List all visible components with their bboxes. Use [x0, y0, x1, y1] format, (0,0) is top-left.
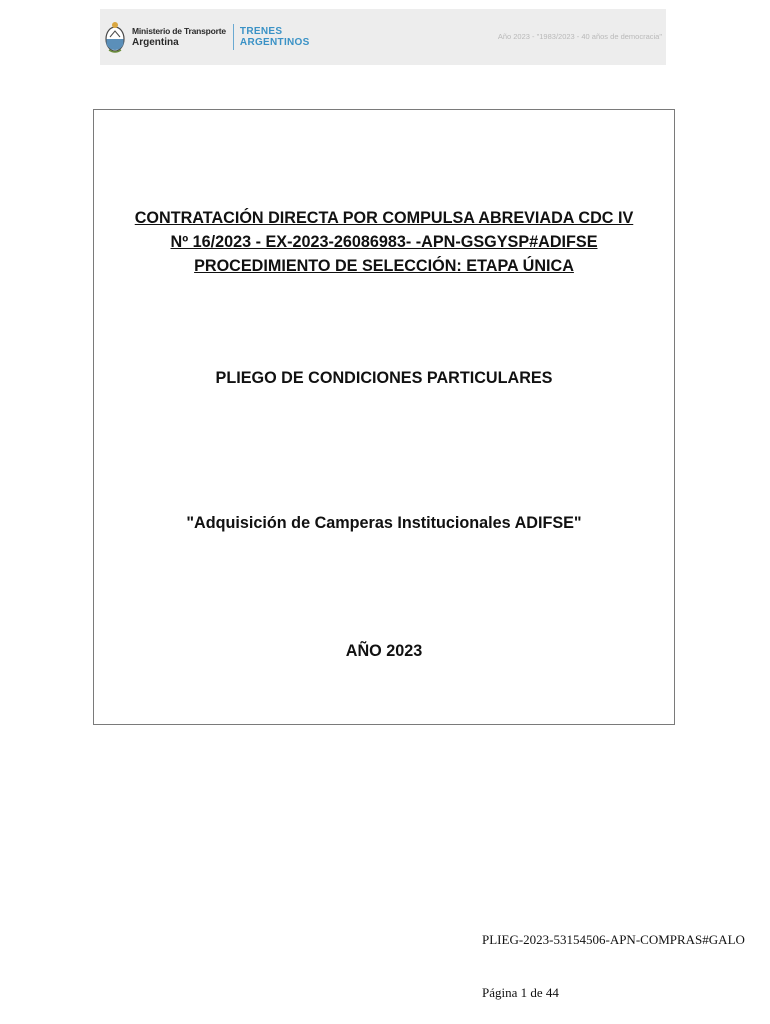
title-line-2: Nº 16/2023 - EX-2023-26086983- -APN-GSGYSP#ADIFSE — [170, 233, 598, 251]
coat-of-arms-icon — [104, 20, 126, 54]
cover-frame — [93, 109, 675, 725]
ministry-logo — [104, 15, 310, 59]
ministry-line-2: Argentina — [132, 37, 179, 48]
procedure-title — [94, 206, 674, 278]
document-type: PLIEGO DE CONDICIONES PARTICULARES — [215, 369, 553, 387]
title-line-1: CONTRATACIÓN DIRECTA POR COMPULSA ABREVIADA CDC IV — [134, 209, 634, 227]
brand-line-2: ARGENTINOS — [239, 37, 310, 48]
document-reference: PLIEG-2023-53154506-APN-COMPRAS#GALO — [482, 932, 745, 947]
ministry-name — [132, 26, 226, 48]
letterhead-banner — [100, 9, 666, 65]
procurement-subject: "Adquisición de Camperas Institucionales ADIFSE" — [186, 514, 582, 532]
brand-line-1: TRENES — [239, 26, 283, 37]
page-number: Página 1 de 44 — [482, 985, 559, 1000]
trenes-argentinos-logo — [240, 26, 310, 48]
title-line-3: PROCEDIMIENTO DE SELECCIÓN: ETAPA ÚNICA — [194, 257, 574, 275]
logo-divider — [233, 24, 234, 50]
year-motto: Año 2023 - "1983/2023 - 40 años de democracia" — [497, 32, 662, 41]
document-year: AÑO 2023 — [345, 642, 423, 660]
ministry-line-1: Ministerio de Transporte — [132, 26, 226, 36]
